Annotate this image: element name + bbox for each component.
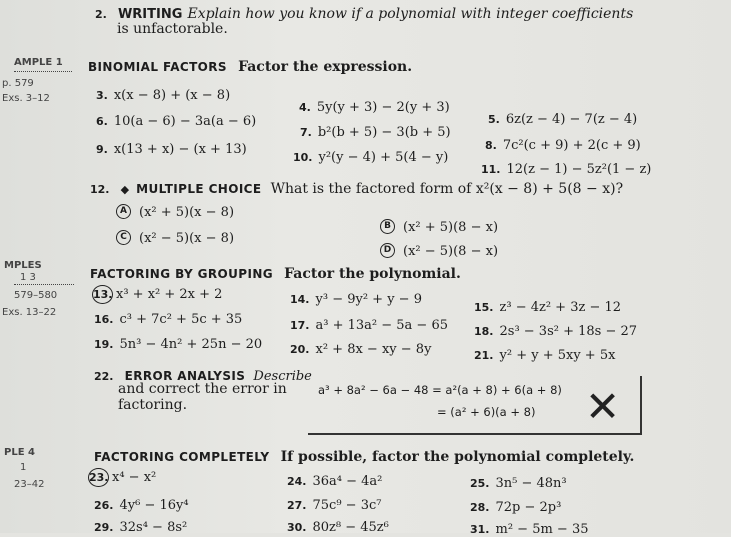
exercise-item: 8. 7c²(c + 9) + 2(c + 9)	[485, 138, 641, 153]
work-box-bottom-border	[308, 433, 642, 435]
exercise-item: 4. 5y(y + 3) − 2(y + 3)	[299, 100, 450, 115]
question-text: Describe	[253, 369, 312, 384]
exercise-item: 27. 75c⁹ − 3c⁷	[287, 498, 382, 513]
error-x-icon: ✕	[585, 382, 621, 431]
divider	[14, 284, 74, 285]
question-text-cont: factoring.	[118, 397, 188, 413]
section-instructions: If possible, factor the polynomial completely.	[280, 449, 635, 465]
exercise-item: 11. 12(z − 1) − 5z²(1 − z)	[481, 162, 652, 177]
student-work-line-1: a³ + 8a² − 6a − 48 = a²(a + 8) + 6(a + 8)	[318, 383, 562, 397]
choice-letter: A	[116, 204, 131, 219]
divider	[14, 71, 72, 72]
section-instructions: Factor the expression.	[238, 59, 413, 75]
example-num: 1	[20, 462, 27, 473]
exercise-item: 26. 4y⁶ − 16y⁴	[94, 498, 189, 513]
exercise-item: 30. 80z⁸ − 45z⁶	[287, 520, 389, 535]
exercise-item: 24. 36a⁴ − 4a²	[287, 474, 383, 489]
exercise-2	[95, 3, 633, 22]
exercise-item: 19. 5n³ − 4n² + 25n − 20	[94, 337, 263, 352]
exercise-item: 5. 6z(z − 4) − 7(z − 4)	[488, 112, 638, 127]
exercise-item: 13. x³ + x² + 2x + 2	[93, 287, 223, 302]
exercise-item: 14. y³ − 9y² + y − 9	[290, 292, 422, 307]
choice-a[interactable]: A (x² + 5)(x − 8)	[116, 201, 234, 220]
exercise-item: 6. 10(a − 6) − 3a(a − 6)	[96, 114, 257, 129]
exercise-item: 18. 2s³ − 3s² + 18s − 27	[474, 324, 638, 339]
exercise-item: 21. y² + y + 5xy + 5x	[474, 348, 616, 363]
example-page: 579–580	[14, 290, 58, 301]
exercise-22: 22. ERROR ANALYSIS Describe	[94, 369, 312, 384]
example-exercises: Exs. 13–22	[2, 307, 57, 318]
choice-letter: C	[116, 230, 131, 245]
question-text: What is the factored form of x²(x − 8) + 5(8 − x)?	[270, 181, 624, 197]
example-page: p. 579	[2, 78, 34, 89]
exercise-item: 28. 72p − 2p³	[470, 500, 562, 515]
section-heading-grouping	[90, 263, 461, 282]
exercise-text-cont: is unfactorable.	[117, 21, 228, 37]
section-heading-completely	[94, 446, 634, 465]
section-title: FACTORING BY GROUPING	[90, 267, 274, 281]
example-ref-3: MPLES	[4, 260, 42, 271]
exercise-item: 10. y²(y − 4) + 5(4 − y)	[293, 150, 449, 165]
section-title: FACTORING COMPLETELY	[94, 450, 270, 464]
section-heading-binomial	[88, 56, 412, 75]
example-ref-4: PLE 4	[4, 447, 35, 458]
multiple-choice-label: MULTIPLE CHOICE	[136, 182, 262, 196]
work-box-right-border	[640, 376, 642, 435]
exercise-item: 3. x(x − 8) + (x − 8)	[96, 88, 231, 103]
student-work-line-2: = (a² + 6)(a + 8)	[437, 405, 536, 419]
section-instructions: Factor the polynomial.	[284, 266, 461, 282]
example-exercises: 23–42	[14, 479, 45, 490]
choice-d[interactable]: D (x² − 5)(8 − x)	[380, 240, 498, 259]
example-num: 1 3	[20, 272, 36, 283]
exercise-item: 20. x² + 8x − xy − 8y	[290, 342, 432, 357]
exercise-item: 17. a³ + 13a² − 5a − 65	[290, 318, 449, 333]
exercise-number: 2.	[95, 8, 107, 21]
question-text-cont: and correct the error in	[118, 381, 287, 397]
circled-number: 23.	[88, 468, 109, 487]
circled-number: 13.	[92, 285, 113, 304]
exercise-12: 12. ◆ MULTIPLE CHOICE What is the factored form of x²(x − 8) + 5(8 − x)?	[90, 181, 624, 197]
exercise-item: 15. z³ − 4z² + 3z − 12	[474, 300, 622, 315]
example-exercises: Exs. 3–12	[2, 93, 50, 104]
exercise-item: 31. m² − 5m − 35	[470, 522, 589, 537]
exercise-text: Explain how you know if a polynomial with integer coefficients	[187, 6, 634, 22]
section-title: BINOMIAL FACTORS	[88, 60, 227, 74]
writing-label: WRITING	[117, 7, 183, 22]
exercise-item: 23. x⁴ − x²	[89, 470, 157, 485]
exercise-item: 16. c³ + 7c² + 5c + 35	[94, 312, 243, 327]
exercise-item: 7. b²(b + 5) − 3(b + 5)	[300, 125, 451, 140]
choice-b[interactable]: B (x² + 5)(8 − x)	[380, 216, 498, 235]
exercise-item: 9. x(13 + x) − (x + 13)	[96, 142, 247, 157]
exercise-item: 25. 3n⁵ − 48n³	[470, 476, 567, 491]
error-analysis-label: ERROR ANALYSIS	[124, 369, 246, 383]
exercise-item: 29. 32s⁴ − 8s²	[94, 520, 188, 535]
choice-c[interactable]: C (x² − 5)(x − 8)	[116, 227, 234, 246]
diamond-icon: ◆	[120, 183, 130, 196]
choice-letter: B	[380, 219, 395, 234]
example-ref-1: AMPLE 1	[14, 57, 63, 68]
choice-letter: D	[380, 243, 395, 258]
